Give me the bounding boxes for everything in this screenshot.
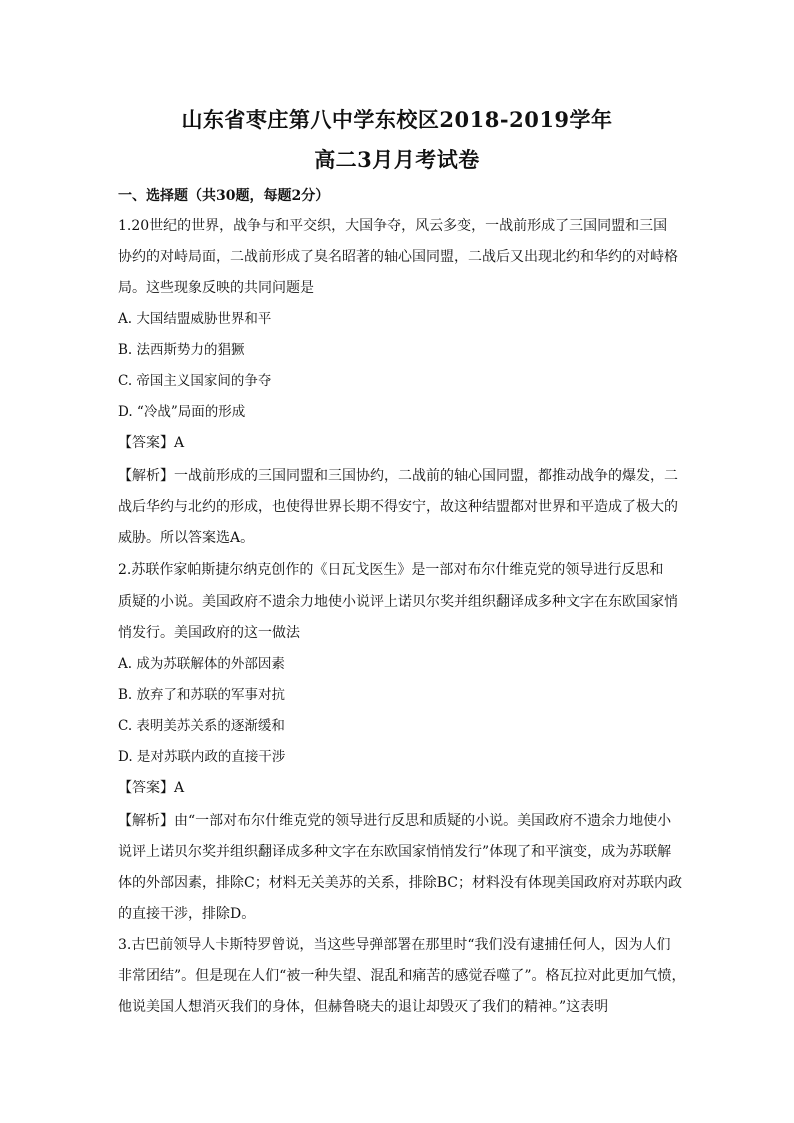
q1-analysis-line1: 【解析】一战前形成的三国同盟和三国协约，二战前的轴心国同盟，都推动战争的爆发，二 xyxy=(118,468,678,484)
q1-option-c: C. 帝国主义国家间的争夺 xyxy=(118,373,272,389)
q1-answer: 【答案】A xyxy=(118,435,185,451)
q1-stem-line3: 局。这些现象反映的共同问题是 xyxy=(118,280,314,296)
q2-option-a: A. 成为苏联解体的外部因素 xyxy=(118,656,285,672)
q3-stem-line2: 非常团结”。但是现在人们“被一种失望、混乱和痛苦的感觉吞噬了”。格瓦拉对此更加气愤， xyxy=(118,968,686,984)
q2-stem-line1: 2.苏联作家帕斯捷尔纳克创作的《日瓦戈医生》是一部对布尔什维克党的领导进行反思和 xyxy=(118,562,664,578)
exam-title-line2: 高二3月月考试卷 xyxy=(314,147,480,172)
q1-stem-line1: 1.20世纪的世界，战争与和平交织，大国争夺，风云多变，一战前形成了三国同盟和三国 xyxy=(118,218,668,234)
q1-option-b: B. 法西斯势力的猖獗 xyxy=(118,342,245,358)
q2-stem-line3: 悄发行。美国政府的这一做法 xyxy=(118,625,300,641)
q3-stem-line3: 他说美国人想消灭我们的身体，但赫鲁晓夫的退让却毁灭了我们的精神。”这表明 xyxy=(118,999,609,1015)
q2-option-b: B. 放弃了和苏联的军事对抗 xyxy=(118,687,286,703)
q1-analysis-line3: 威胁。所以答案选A。 xyxy=(118,530,255,546)
q2-analysis-line4: 的直接干涉，排除D。 xyxy=(118,906,256,922)
q2-option-c: C. 表明美苏关系的逐渐缓和 xyxy=(118,718,285,734)
q2-answer: 【答案】A xyxy=(118,780,185,796)
q2-stem-line2: 质疑的小说。美国政府不遗余力地使小说评上诺贝尔奖并组织翻译成多种文字在东欧国家悄 xyxy=(118,594,678,610)
q2-analysis-line1: 【解析】由“一部对布尔什维克党的领导进行反思和质疑的小说。美国政府不遗余力地使小 xyxy=(118,813,672,829)
q1-analysis-line2: 战后华约与北约的形成，也使得世界长期不得安宁，故这种结盟都对世界和平造成了极大的 xyxy=(118,499,678,515)
q1-option-d: D. “冷战”局面的形成 xyxy=(118,404,246,420)
exam-title-line1: 山东省枣庄第八中学东校区2018-2019学年 xyxy=(181,107,613,132)
q1-option-a: A. 大国结盟威胁世界和平 xyxy=(118,311,272,327)
q2-analysis-line2: 说评上诺贝尔奖并组织翻译成多种文字在东欧国家悄悄发行”体现了和平演变，成为苏联解 xyxy=(118,844,672,860)
q3-stem-line1: 3.古巴前领导人卡斯特罗曾说，当这些导弹部署在那里时“我们没有逮捕任何人，因为人们 xyxy=(118,937,671,953)
section-heading: 一、选择题（共30题，每题2分） xyxy=(118,188,330,204)
q1-stem-line2: 协约的对峙局面，二战前形成了臭名昭著的轴心国同盟，二战后又出现北约和华约的对峙格 xyxy=(118,249,678,265)
q2-analysis-line3: 体的外部因素，排除C；材料无关美苏的关系，排除BC；材料没有体现美国政府对苏联内政 xyxy=(118,875,682,891)
q2-option-d: D. 是对苏联内政的直接干涉 xyxy=(118,749,286,765)
